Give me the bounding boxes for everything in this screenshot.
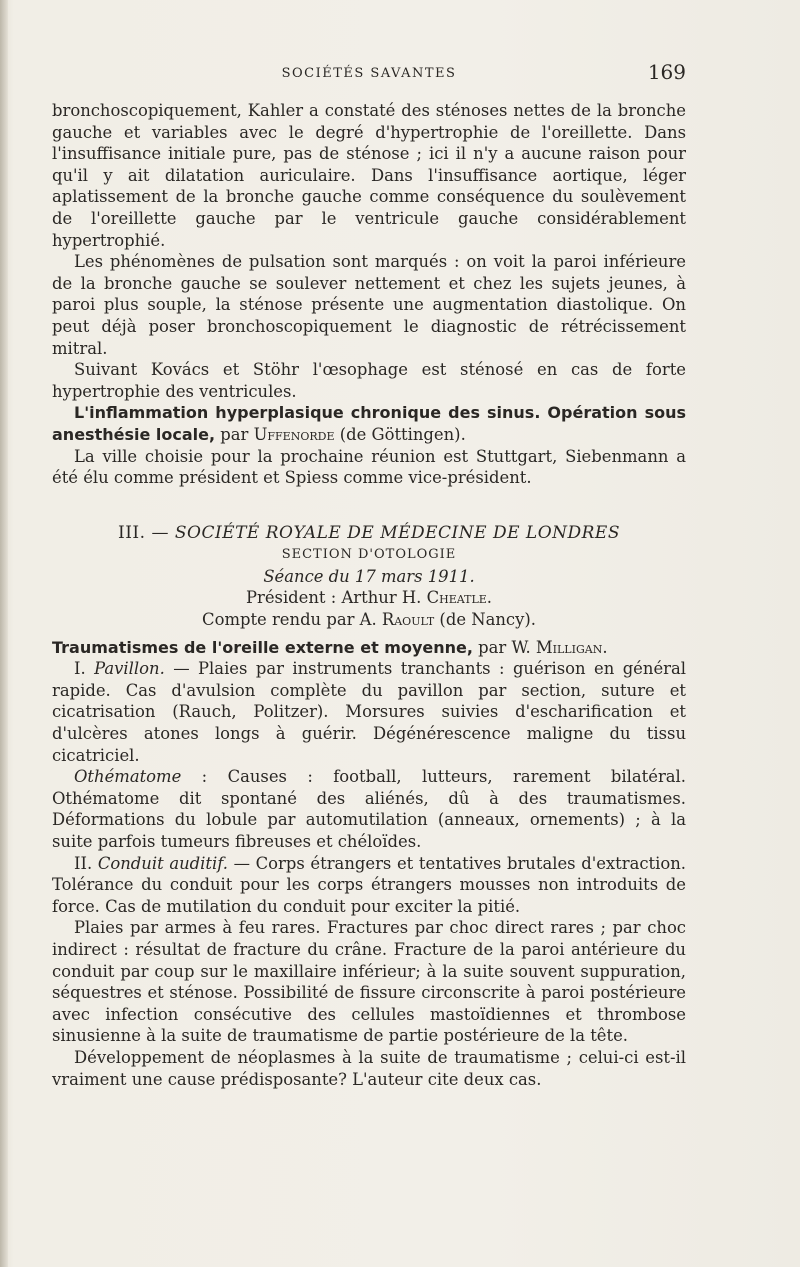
page-number: 169 <box>647 60 686 84</box>
paragraph-next-meeting: La ville choisie pour la prochaine réunion est Stuttgart, Siebenmann a été élu comme président et Spiess comme vice-président. <box>52 446 686 488</box>
article-title-line: Traumatismes de l'oreille externe et moyenne, par W. Milligan. <box>52 637 608 657</box>
society-name: SOCIÉTÉ ROYALE DE MÉDECINE DE LONDRES <box>174 522 620 543</box>
page-body <box>52 100 686 1090</box>
session-date: Séance du 17 mars 1911. <box>263 566 475 586</box>
article-author: Milligan <box>535 637 603 657</box>
paragraph-sinus-communication: L'inflammation hyperplasique chronique des sinus. Opération sous anesthésie locale, par Uffenorde (de Göttingen). <box>52 403 686 444</box>
page-header <box>52 60 686 88</box>
section-subheading: SECTION D'OTOLOGIE <box>281 547 457 563</box>
paragraph-othematome: Othématome : Causes : football, lutteurs, rarement bilatéral. Othématome dit spontané des aliénés, dû à des traumatismes. Déformations du lobule par automutilation (anneaux, ornements) ; à la suite parfois tumeurs fibreuses et chéloïdes. <box>52 767 686 851</box>
president-line: Président : Arthur H. Cheatle. <box>245 588 493 608</box>
running-head: SOCIÉTÉS SAVANTES <box>281 66 457 81</box>
paragraph-oesophagus: Suivant Kovács et Stöhr l'œsophage est sténosé en cas de forte hypertrophie des ventricules. <box>52 360 686 401</box>
page-binding-edge <box>0 0 8 1267</box>
article-title: Traumatismes de l'oreille externe et moyenne, <box>52 637 473 657</box>
paragraph-pavillon: I. Pavillon. — Plaies par instruments tranchants : guérison en général rapide. Cas d'avulsion complète du pavillon par section, suture et cicatrisation (Rauch, Politzer). Morsures suivies d'escharification et d'ulcères atones longs à guérir. Dégénérescence maligne du tissu cicatriciel. <box>52 659 686 765</box>
paragraph-bronchoscopy: bronchoscopiquement, Kahler a constaté des sténoses nettes de la bronche gauche et variables avec le degré d'hypertrophie de l'oreillette. Dans l'insuffisance initiale pure, pas de sténose ; ici il n'y a aucune raison pour qu'il y ait dilatation auriculaire. Dans l'insuffisance aortique, léger aplatissement de la bronche gauche comme conséquence du soulèvement de l'oreillette gauche par le ventricule gauche considérablement hypertrophié. <box>52 101 686 250</box>
section-heading: III. — SOCIÉTÉ ROYALE DE MÉDECINE DE LONDRES <box>118 522 620 543</box>
paragraph-neoplasmes: Développement de néoplasmes à la suite de traumatisme ; celui-ci est-il vraiment une cause prédisposante? L'auteur cite deux cas. <box>52 1047 686 1089</box>
report-line: Compte rendu par A. Raoult (de Nancy). <box>202 610 536 630</box>
paragraph-conduit: II. Conduit auditif. — Corps étrangers et tentatives brutales d'extraction. Tolérance du conduit pour les corps étrangers mousses non introduits de force. Cas de mutilation du conduit pour exciter la pitié. <box>52 853 687 916</box>
paragraph-plaies: Plaies par armes à feu rares. Fractures par choc direct rares ; par choc indirect : résultat de fracture du crâne. Fracture de la paroi antérieure du conduit par coup sur le maxillaire inférieur; à la suite souvent suppuration, séquestres et sténose. Possibilité de fissure circonscrite à paroi postérieure avec infection consécutive des cellules mastoïdiennes et thrombose sinusienne à la suite de traumatisme de partie postérieure de la tête. <box>52 918 686 1046</box>
communication-title: L'inflammation hyperplasique chronique des sinus. Opération sous anesthésie locale, <box>52 403 686 444</box>
paragraph-pulsation: Les phénomènes de pulsation sont marqués : on voit la paroi inférieure de la bronche gauche se soulever nettement et chez les sujets jeunes, à paroi plus souple, la sténose présente une augmentation diastolique. On peut déjà poser bronchoscopiquement le diagnostic de rétrécissement mitral. <box>52 252 686 358</box>
author-name: Uffenorde <box>253 424 335 444</box>
